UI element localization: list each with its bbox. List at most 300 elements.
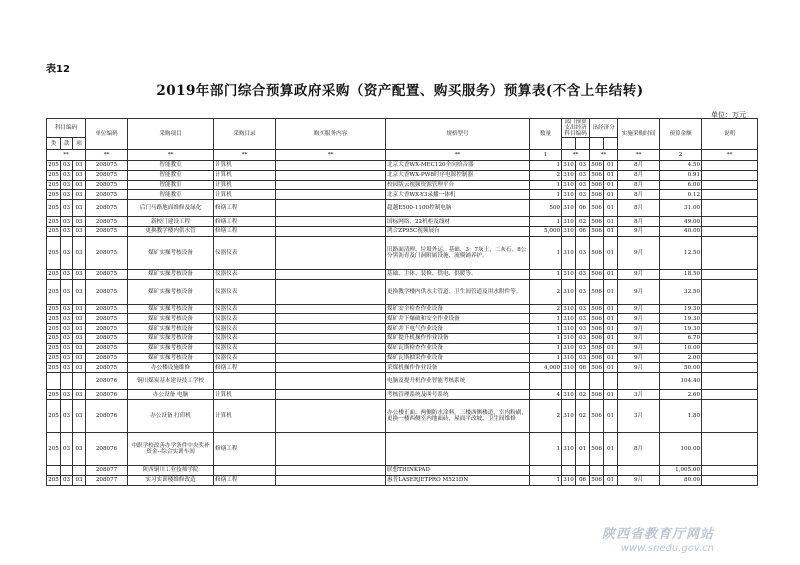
project-cell: 智能教室: [128, 190, 214, 200]
lei-cell: 205: [48, 354, 59, 361]
table-row: [47, 465, 758, 475]
watermark: [602, 523, 714, 554]
econ-code-4-cell: 01: [604, 475, 618, 485]
qty-cell: 1: [530, 217, 562, 227]
xiang-cell: 03: [73, 170, 86, 180]
header-subject-code: 科目编码: [47, 119, 86, 138]
spec-cell: 北京大香WX-PW8时序电源控制器: [386, 170, 530, 180]
xiang-cell: 03: [73, 236, 86, 269]
econ-code-2-cell: 03: [576, 269, 590, 279]
unit-code-cell: 208075: [86, 161, 128, 171]
lei-cell: [47, 465, 61, 475]
econ-code-2-cell: 02: [576, 217, 590, 227]
unit-code-cell: 208075: [86, 170, 128, 180]
lei-cell: 205: [48, 364, 59, 371]
header-amount: 预算金额: [660, 119, 702, 150]
unit-code-cell: 208075: [86, 353, 128, 363]
note-cell: [702, 390, 758, 400]
marker-cell: **: [276, 150, 386, 161]
unit-label: 单位：万元: [711, 111, 746, 119]
marker-cell: **: [214, 150, 276, 161]
catalog-cell: 仪器仪表: [214, 343, 276, 353]
kuan-cell: 03: [61, 304, 73, 314]
qty-cell: 1: [530, 190, 562, 200]
econ-code-4-cell: 01: [604, 363, 618, 373]
note-cell: [702, 279, 758, 304]
note-cell: [702, 324, 758, 334]
note-cell: [702, 314, 758, 324]
catalog-cell: 仪器仪表: [214, 333, 276, 343]
table-row: [47, 217, 758, 227]
econ-code-4-cell: 01: [604, 279, 618, 304]
header-econ-sub-3: [590, 138, 604, 150]
qty-cell: 1: [530, 314, 562, 324]
marker-cell: **: [47, 150, 86, 161]
project-cell: 煤矿实操考核设备: [128, 343, 214, 353]
xiang-cell: [73, 373, 86, 390]
spec-cell: 鸿合ZP95C视频展台: [386, 226, 530, 236]
econ-code-2-cell: 06: [576, 226, 590, 236]
unit-code-cell: 208075: [86, 333, 128, 343]
econ-code-2-cell: 06: [576, 200, 590, 217]
note-cell: [702, 269, 758, 279]
marker-cell: 1: [530, 150, 562, 161]
catalog-cell: [214, 373, 276, 390]
header-row-1: [47, 119, 758, 138]
service-cell: [276, 390, 386, 400]
service-cell: [276, 190, 386, 200]
unit-code-cell: 208076: [86, 399, 128, 432]
service-cell: [276, 161, 386, 171]
qty-cell: 1: [530, 180, 562, 190]
note-cell: [702, 236, 758, 269]
amount-cell: 32.50: [660, 279, 702, 304]
unit-code-cell: 208075: [86, 180, 128, 190]
econ-code-4-cell: 01: [604, 333, 618, 343]
econ-code-1-cell: 310: [563, 354, 574, 361]
econ-code-4-cell: 01: [604, 353, 618, 363]
econ-code-3-cell: [590, 373, 604, 390]
qty-cell: 1: [530, 161, 562, 171]
marker-cell: **: [618, 150, 660, 161]
econ-code-3-cell: 506: [591, 335, 602, 342]
amount-cell: 0.12: [660, 190, 702, 200]
table-row: [47, 324, 758, 334]
lei-cell: 205: [48, 181, 59, 188]
table-row: [47, 314, 758, 324]
xiang-cell: 03: [73, 226, 86, 236]
econ-code-3-cell: 506: [591, 345, 602, 352]
marker-row: [47, 150, 758, 161]
spec-cell: 超越E500-1100控制电脑: [386, 200, 530, 217]
service-cell: [276, 226, 386, 236]
project-cell: 办公楼设施维修: [128, 363, 214, 373]
project-cell: 煤矿实操考核设备: [128, 353, 214, 363]
spec-cell: 更换教学楼内供水主管道、卫生间管道及用水附件等。: [386, 279, 530, 304]
month-cell: 9月: [618, 314, 660, 324]
econ-code-3-cell: 506: [591, 271, 602, 278]
unit-code-cell: 208075: [86, 217, 128, 227]
spec-cell: 煤矿瓦斯抽采作业设备: [386, 353, 530, 363]
header-month: 实施采购时间: [618, 119, 660, 150]
catalog-cell: 修缮工程: [214, 226, 276, 236]
unit-code-cell: 208075: [86, 304, 128, 314]
table-row: [47, 343, 758, 353]
amount-cell: 19.30: [660, 314, 702, 324]
amount-cell: 6.70: [660, 333, 702, 343]
note-cell: [702, 333, 758, 343]
note-cell: [702, 200, 758, 217]
service-cell: [276, 236, 386, 269]
note-cell: [702, 432, 758, 465]
lei-cell: 205: [47, 279, 61, 304]
kuan-cell: 03: [61, 269, 73, 279]
amount-cell: 31.00: [660, 200, 702, 217]
lei-cell: 205: [47, 236, 61, 269]
header-xiang: 项: [73, 138, 86, 150]
note-cell: [702, 190, 758, 200]
qty-cell: [530, 373, 562, 390]
month-cell: 9月: [618, 363, 660, 373]
catalog-cell: 计算机: [214, 180, 276, 190]
econ-code-1-cell: 310: [563, 191, 574, 198]
kuan-cell: 03: [61, 190, 73, 200]
econ-code-3-cell: 506: [591, 162, 602, 169]
table-row: [47, 226, 758, 236]
lei-cell: 205: [48, 335, 59, 342]
marker-cell: **: [590, 150, 618, 161]
month-cell: 9月: [618, 475, 660, 485]
project-cell: 煤矿实操考核设备: [128, 304, 214, 314]
catalog-cell: 修缮工程: [214, 475, 276, 485]
qty-cell: 1: [530, 475, 562, 485]
spec-cell: 煤矿瓦斯检查作业设备: [386, 343, 530, 353]
econ-code-2-cell: [576, 465, 590, 475]
econ-code-3-cell: 506: [590, 200, 604, 217]
amount-cell: 2.00: [660, 353, 702, 363]
kuan-cell: 03: [61, 217, 73, 227]
catalog-cell: 仪器仪表: [214, 304, 276, 314]
table-row: [47, 279, 758, 304]
xiang-cell: 03: [73, 324, 86, 334]
catalog-cell: 仪器仪表: [214, 236, 276, 269]
xiang-cell: 03: [73, 279, 86, 304]
econ-code-4-cell: 01: [604, 161, 618, 171]
note-cell: [702, 399, 758, 432]
project-cell: 智能教室: [128, 161, 214, 171]
table-row: [47, 333, 758, 343]
econ-code-1-cell: [562, 465, 576, 475]
catalog-cell: 仪器仪表: [214, 269, 276, 279]
xiang-cell: 03: [73, 363, 86, 373]
month-cell: 3月: [618, 390, 660, 400]
catalog-cell: 计算机: [214, 399, 276, 432]
month-cell: 9月: [618, 236, 660, 269]
econ-code-1-cell: 310: [563, 305, 574, 312]
service-cell: [276, 304, 386, 314]
econ-code-1-cell: 310: [562, 432, 576, 465]
econ-code-4-cell: 01: [604, 200, 618, 217]
econ-code-2-cell: 06: [576, 475, 590, 485]
xiang-cell: 03: [73, 161, 86, 171]
econ-code-2-cell: 03: [576, 279, 590, 304]
catalog-cell: 计算机: [214, 170, 276, 180]
qty-cell: 4: [530, 390, 562, 400]
qty-cell: 1: [530, 353, 562, 363]
econ-code-2-cell: 02: [576, 399, 590, 432]
unit-code-cell: 208075: [86, 324, 128, 334]
unit-code-cell: 208077: [86, 465, 128, 475]
econ-code-1-cell: 310: [563, 315, 574, 322]
amount-cell: 104.40: [660, 373, 702, 390]
lei-cell: 205: [48, 228, 59, 235]
service-cell: [276, 373, 386, 390]
econ-code-1-cell: 310: [563, 345, 574, 352]
econ-code-1-cell: 310: [562, 200, 576, 217]
project-cell: 煤矿实操考核设备: [128, 324, 214, 334]
econ-code-2-cell: 03: [576, 343, 590, 353]
note-cell: [702, 170, 758, 180]
project-cell: 后门马路地面维修及绿化: [128, 200, 214, 217]
service-cell: [276, 279, 386, 304]
spec-cell: 电脑及提升机作业智能考核系统: [386, 373, 530, 390]
spec-cell: 北京大香WX-MEC120全向拾音器: [386, 161, 530, 171]
amount-cell: 19.30: [660, 304, 702, 314]
marker-cell: **: [86, 150, 128, 161]
unit-code-cell: 208075: [86, 363, 128, 373]
econ-code-1-cell: 310: [563, 335, 574, 342]
service-cell: [276, 170, 386, 180]
qty-cell: 2: [530, 279, 562, 304]
econ-code-2-cell: [576, 373, 590, 390]
spec-cell: 惠普LASERJETPRO M521DN: [386, 475, 530, 485]
marker-cell: **: [562, 150, 590, 161]
amount-cell: 12.50: [660, 236, 702, 269]
econ-code-3-cell: 506: [590, 399, 604, 432]
month-cell: 9月: [618, 269, 660, 279]
service-cell: [276, 432, 386, 465]
qty-cell: 2: [530, 170, 562, 180]
unit-code-cell: 208075: [86, 269, 128, 279]
watermark-url: www.snedu.gov.cn: [620, 543, 715, 554]
econ-code-4-cell: 01: [604, 180, 618, 190]
econ-code-2-cell: 03: [576, 170, 590, 180]
header-catalog: 采购目录: [214, 119, 276, 150]
qty-cell: 1: [530, 333, 562, 343]
amount-cell: 40.00: [660, 226, 702, 236]
amount-cell: 10.00: [660, 343, 702, 353]
marker-cell: **: [128, 150, 214, 161]
catalog-cell: 修缮工程: [214, 363, 276, 373]
spec-cell: [386, 432, 530, 465]
econ-code-4-cell: 01: [604, 217, 618, 227]
qty-cell: 2: [530, 304, 562, 314]
month-cell: [618, 465, 660, 475]
month-cell: 8月: [618, 170, 660, 180]
amount-cell: 19.30: [660, 324, 702, 334]
unit-code-cell: 208075: [86, 279, 128, 304]
xiang-cell: 03: [73, 269, 86, 279]
kuan-cell: 03: [61, 333, 73, 343]
qty-cell: 5,000: [530, 226, 562, 236]
econ-code-3-cell: 506: [591, 181, 602, 188]
note-cell: [702, 363, 758, 373]
econ-code-4-cell: 01: [604, 399, 618, 432]
catalog-cell: 计算机: [214, 390, 276, 400]
month-cell: 8月: [618, 217, 660, 227]
unit-code-cell: 208077: [86, 475, 128, 485]
xiang-cell: 03: [73, 333, 86, 343]
project-cell: 煤矿实操考核设备: [128, 269, 214, 279]
kuan-cell: 03: [61, 180, 73, 190]
kuan-cell: 03: [61, 343, 73, 353]
service-cell: [276, 314, 386, 324]
econ-code-1-cell: 310: [562, 399, 576, 432]
econ-code-4-cell: 01: [604, 226, 618, 236]
kuan-cell: 03: [61, 475, 73, 485]
note-cell: [702, 304, 758, 314]
econ-code-3-cell: 506: [590, 236, 604, 269]
econ-code-2-cell: 06: [576, 363, 590, 373]
note-cell: [702, 475, 758, 485]
kuan-cell: 03: [61, 399, 73, 432]
xiang-cell: 03: [73, 353, 86, 363]
amount-cell: 0.91: [660, 170, 702, 180]
month-cell: 9月: [618, 226, 660, 236]
service-cell: [276, 399, 386, 432]
spec-cell: 采煤机操作作业设备: [386, 363, 530, 373]
header-econ-sub-4: [604, 138, 618, 150]
project-cell: 中职学校改善办学条件中央奖补资金--综合实训车间: [128, 432, 214, 465]
econ-code-4-cell: 01: [604, 269, 618, 279]
spec-cell: 煤矿井下爆破和安全作业设备: [386, 314, 530, 324]
spec-cell: 煤矿井下电气作业设备: [386, 324, 530, 334]
lei-cell: 205: [47, 432, 61, 465]
econ-code-1-cell: 310: [563, 391, 574, 398]
econ-code-3-cell: 506: [591, 191, 602, 198]
kuan-cell: 03: [61, 353, 73, 363]
service-cell: [276, 363, 386, 373]
lei-cell: 205: [47, 200, 61, 217]
table-row: [47, 353, 758, 363]
econ-code-4-cell: 01: [604, 236, 618, 269]
xiang-cell: 03: [73, 217, 86, 227]
table-row: [47, 180, 758, 190]
project-cell: 办公设备 打印机: [128, 399, 214, 432]
month-cell: 9月: [618, 279, 660, 304]
watermark-name: 陕西省教育厅网站: [602, 527, 715, 542]
amount-cell: 18.50: [660, 269, 702, 279]
kuan-cell: 03: [61, 200, 73, 217]
service-cell: [276, 269, 386, 279]
table-row: [47, 200, 758, 217]
spec-cell: 北京大香WX-Y3录播一体机: [386, 190, 530, 200]
table-row: [47, 304, 758, 314]
econ-code-4-cell: 01: [604, 304, 618, 314]
month-cell: 8月: [618, 190, 660, 200]
project-cell: 铜川煤炭基本建设技工学校: [128, 373, 214, 390]
econ-code-1-cell: 310: [563, 218, 574, 225]
month-cell: 8月: [618, 180, 660, 190]
econ-code-3-cell: 506: [590, 432, 604, 465]
note-cell: [702, 217, 758, 227]
header-econ-sub-2: [576, 138, 590, 150]
unit-code-cell: 208076: [86, 373, 128, 390]
catalog-cell: 计算机: [214, 161, 276, 171]
lei-cell: [47, 373, 61, 390]
service-cell: [276, 200, 386, 217]
kuan-cell: 03: [61, 363, 73, 373]
econ-code-3-cell: 506: [591, 305, 602, 312]
xiang-cell: 03: [73, 432, 86, 465]
lei-cell: 205: [48, 305, 59, 312]
table-body: [47, 161, 758, 486]
project-cell: 煤矿实操考核设备: [128, 279, 214, 304]
project-cell: 新校门建设工程: [128, 217, 214, 227]
qty-cell: 500: [530, 200, 562, 217]
catalog-cell: 修缮工程: [214, 200, 276, 217]
unit-code-cell: 208075: [86, 190, 128, 200]
note-cell: [702, 373, 758, 390]
econ-code-2-cell: 03: [576, 236, 590, 269]
table-row: [47, 475, 758, 485]
catalog-cell: 仪器仪表: [214, 324, 276, 334]
econ-code-4-cell: 01: [604, 314, 618, 324]
xiang-cell: 03: [73, 475, 86, 485]
qty-cell: 1: [530, 236, 562, 269]
xiang-cell: 03: [73, 399, 86, 432]
econ-code-1-cell: 310: [563, 477, 574, 484]
project-cell: 实习实训楼维修改造: [128, 475, 214, 485]
econ-code-1-cell: 310: [563, 172, 574, 179]
table-number: 表12: [46, 64, 70, 75]
spec-cell: 考核管理系统及叫号系统: [386, 390, 530, 400]
header-project: 采购项目: [128, 119, 214, 150]
table-row: [47, 399, 758, 432]
header-econ-code: 部门预算支出经济科目编码: [562, 119, 590, 138]
econ-code-2-cell: 03: [576, 304, 590, 314]
amount-cell: 49.00: [660, 217, 702, 227]
amount-cell: 100.00: [660, 432, 702, 465]
lei-cell: 205: [48, 172, 59, 179]
kuan-cell: 03: [61, 161, 73, 171]
econ-code-3-cell: 506: [591, 325, 602, 332]
lei-cell: 205: [48, 162, 59, 169]
note-cell: [702, 353, 758, 363]
xiang-cell: 03: [73, 304, 86, 314]
catalog-cell: 仪器仪表: [214, 353, 276, 363]
amount-cell: 6.00: [660, 180, 702, 190]
amount-cell: 50.00: [660, 363, 702, 373]
project-cell: 智能教室: [128, 180, 214, 190]
page-title: 2019年部门综合预算政府采购（资产配置、购买服务）预算表(不含上年结转): [156, 83, 644, 99]
kuan-cell: [61, 373, 73, 390]
unit-code-cell: 208075: [86, 343, 128, 353]
kuan-cell: 03: [61, 390, 73, 400]
xiang-cell: 03: [73, 314, 86, 324]
spec-cell: 煤矿安全检查作业设备: [386, 304, 530, 314]
project-cell: 陕西铜川工业技师学院: [128, 465, 214, 475]
amount-cell: 1,005.00: [660, 465, 702, 475]
qty-cell: [530, 465, 562, 475]
month-cell: 9月: [618, 333, 660, 343]
header-econ-sub-1: [562, 138, 576, 150]
note-cell: [702, 180, 758, 190]
project-cell: 煤矿实操考核设备: [128, 314, 214, 324]
header-spec: 规格型号: [386, 119, 530, 150]
econ-code-4-cell: 01: [604, 432, 618, 465]
econ-code-3-cell: [590, 465, 604, 475]
